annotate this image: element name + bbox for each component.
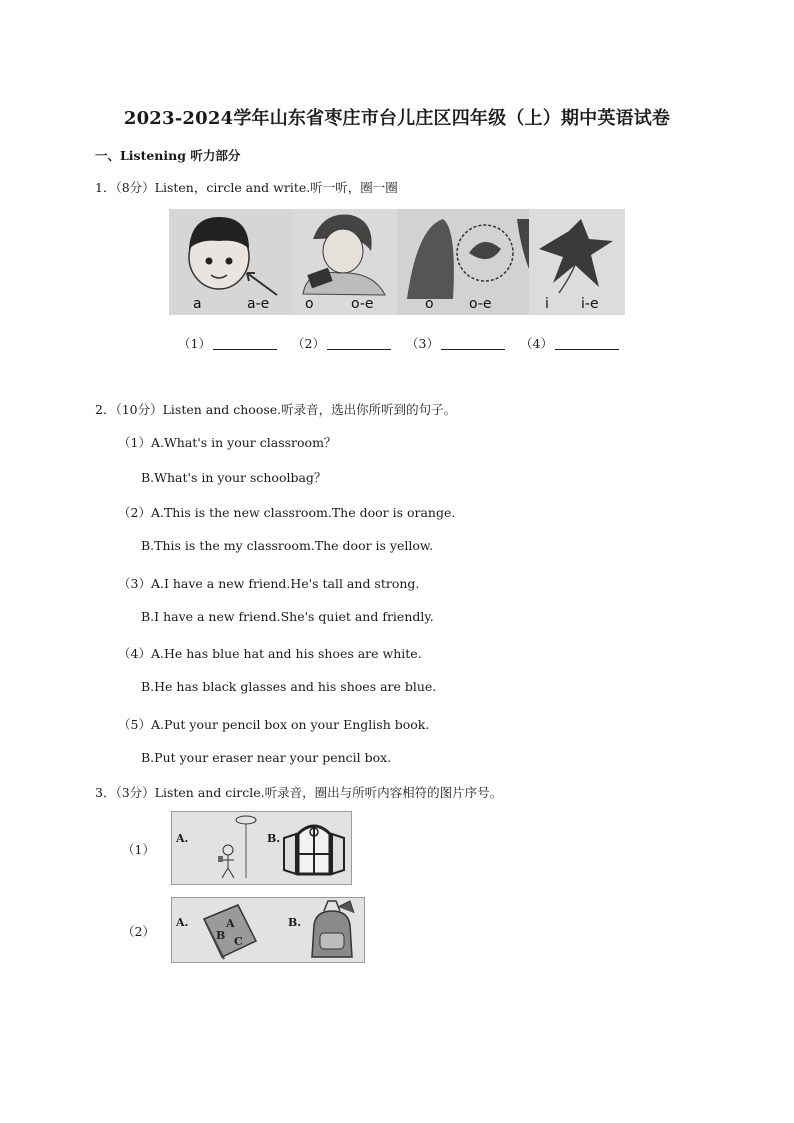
q1-blank-3[interactable] (406, 334, 505, 352)
q1-answer-line-2[interactable] (327, 337, 391, 350)
q3-row1-label-a[interactable]: A. (176, 832, 189, 845)
q1-blank-2[interactable] (292, 334, 391, 352)
q2-item5-option-a[interactable]: （5）A.Put your pencil box on your English book. (118, 717, 430, 732)
q2-item3-option-b[interactable]: B.I have a new friend.She's quiet and friendly. (141, 609, 434, 624)
svg-text:B: B (216, 929, 226, 942)
q1-answer-line-3[interactable] (441, 337, 505, 350)
q1-blank-3-label: （3） (406, 336, 439, 351)
q3-row2-number: （2） (122, 924, 155, 939)
q1-picture-face (169, 209, 293, 314)
q2-item1-option-b[interactable]: B.What's in your schoolbag？ (141, 470, 327, 485)
q3-row1-pictures (171, 811, 352, 885)
q1-picture-girl (293, 209, 397, 314)
q1-panel2-long: o-e (351, 296, 374, 312)
q1-panel2-short: o (305, 296, 314, 312)
q2-heading: 2．（10分）Listen and choose.听录音，选出你所听到的句子。 (95, 402, 457, 417)
exam-title: 2023-2024学年山东省枣庄市台儿庄区四年级（上）期中英语试卷 (123, 108, 671, 129)
q3-row2-label-b[interactable]: B. (288, 916, 302, 929)
svg-text:A: A (226, 917, 235, 930)
q1-blank-1[interactable] (178, 334, 277, 352)
q2-item4-option-a[interactable]: （4）A.He has blue hat and his shoes are white. (118, 646, 422, 661)
nose-icon (397, 209, 529, 314)
q1-picture-kite (529, 209, 625, 314)
q3-row2-label-a[interactable]: A. (176, 916, 189, 929)
q1-panel4-short: i (545, 296, 549, 312)
q1-panel4-long: i-e (581, 296, 599, 312)
q1-answer-line-1[interactable] (213, 337, 277, 350)
q1-answer-line-4[interactable] (555, 337, 619, 350)
schoolbag-icon[interactable] (302, 899, 362, 961)
q3-row2-pictures (171, 897, 365, 963)
q1-panel1-short: a (193, 296, 202, 312)
q3-heading: 3．（3分）Listen and circle.听录音，圈出与所听内容相符的图片序号。 (95, 785, 503, 800)
svg-text:C: C (234, 935, 243, 948)
q1-panel3-short: o (425, 296, 434, 312)
q2-item4-option-b[interactable]: B.He has black glasses and his shoes are blue. (141, 679, 437, 694)
q1-panel1-long: a-e (247, 296, 270, 312)
q1-picture-strip (169, 209, 625, 315)
boy-face-icon (169, 209, 293, 314)
q3-row1-number: （1） (122, 842, 155, 857)
q1-picture-nose (397, 209, 529, 314)
kite-icon (529, 209, 625, 314)
q1-blank-1-label: （1） (178, 336, 211, 351)
q1-panel3-long: o-e (469, 296, 492, 312)
q2-item2-option-a[interactable]: （2）A.This is the new classroom.The door is orange. (118, 505, 456, 520)
section-heading-listening: 一、Listening 听力部分 (95, 148, 241, 163)
q1-blank-4-label: （4） (520, 336, 553, 351)
window-icon[interactable] (278, 816, 350, 880)
q2-item3-option-a[interactable]: （3）A.I have a new friend.He's tall and strong. (118, 576, 420, 591)
abc-book-icon[interactable] (194, 899, 270, 961)
q3-row1-label-b[interactable]: B. (267, 832, 281, 845)
q2-item2-option-b[interactable]: B.This is the my classroom.The door is yellow. (141, 538, 434, 553)
q1-heading: 1．（8分）Listen，circle and write.听一听，圈一圈 (95, 180, 398, 195)
girl-lamp-icon[interactable] (190, 812, 270, 882)
q2-item1-option-a[interactable]: （1）A.What's in your classroom？ (118, 435, 337, 450)
q1-blank-4[interactable] (520, 334, 619, 352)
q2-item5-option-b[interactable]: B.Put your eraser near your pencil box. (141, 750, 392, 765)
q1-blank-2-label: （2） (292, 336, 325, 351)
